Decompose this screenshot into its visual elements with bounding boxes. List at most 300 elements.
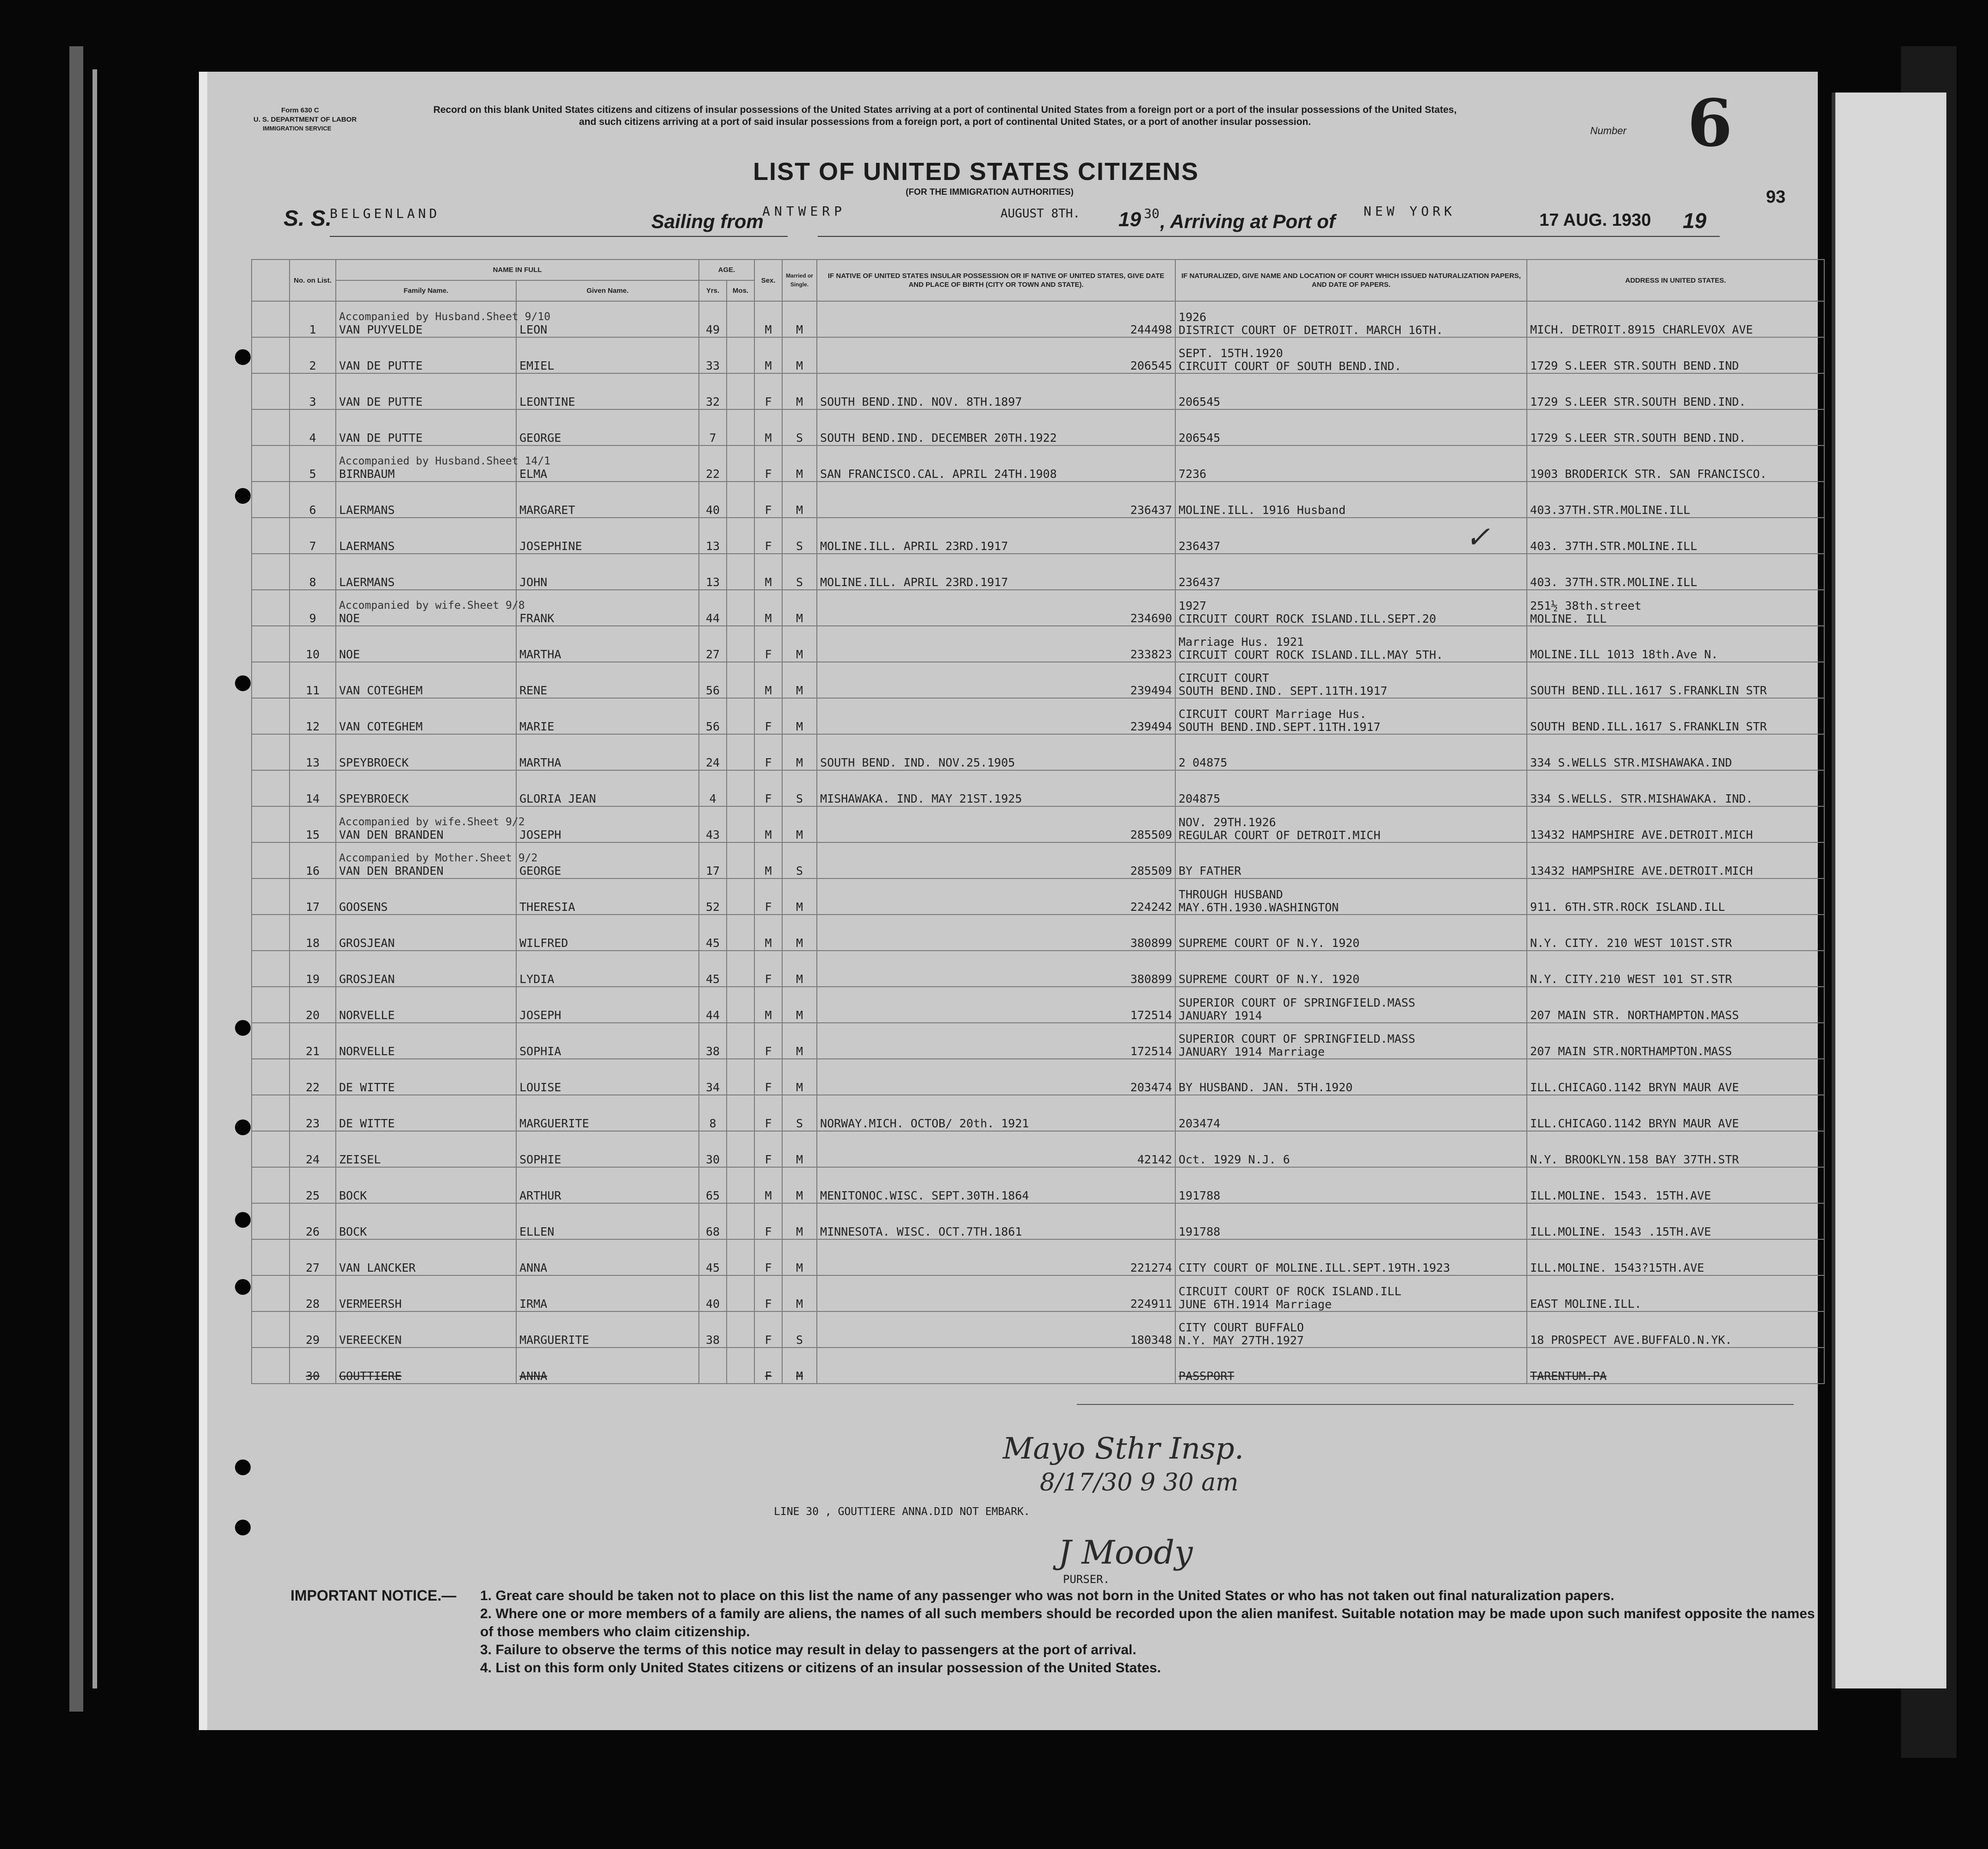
naturalization [1175, 554, 1527, 590]
manifest-row [252, 842, 1824, 878]
given-name [516, 1023, 699, 1059]
family-name [336, 1348, 516, 1384]
family-name-text: NOE [339, 612, 360, 625]
given-name-text: GLORIA JEAN [519, 792, 596, 805]
punch-hole [235, 488, 251, 504]
naturalization [1175, 1203, 1527, 1239]
sex-text: F [765, 792, 772, 805]
place-of-birth [817, 482, 1175, 518]
naturalization-text: SUPERIOR COURT OF SPRINGFIELD.MASS [1179, 1032, 1415, 1045]
naturalization [1175, 482, 1527, 518]
place-of-birth-text: 221274 [1130, 1261, 1173, 1274]
row-number [290, 1203, 336, 1239]
column-naturalized: IF NATURALIZED, GIVE NAME AND LOCATION OF COURT WHICH ISSUED NATURALIZATION PAPERS, AND DATE OF PAPERS. [1175, 260, 1527, 301]
naturalization-text: SUPREME COURT OF N.Y. 1920 [1179, 936, 1360, 950]
naturalization-text: CITY COURT BUFFALO [1179, 1321, 1304, 1334]
age-years [699, 806, 727, 842]
family-name-text: VAN COTEGHEM [339, 684, 423, 697]
place-of-birth-text: MOLINE.ILL. APRIL 23RD.1917 [820, 539, 1008, 553]
us-address [1527, 1095, 1824, 1131]
us-address-text: SOUTH BEND.ILL.1617 S.FRANKLIN STR [1530, 720, 1767, 733]
notice-heading: IMPORTANT NOTICE.— [290, 1587, 457, 1604]
naturalization [1175, 878, 1527, 915]
row-number [290, 1023, 336, 1059]
row-number-text: 14 [305, 792, 320, 805]
naturalization [1175, 445, 1527, 482]
sex-text: F [765, 1225, 772, 1238]
family-name-text: GOUTTIERE [339, 1369, 402, 1383]
place-of-birth [817, 554, 1175, 590]
given-name [516, 409, 699, 445]
place-of-birth-text: 172514 [1130, 1045, 1173, 1058]
sex-text: F [765, 1261, 772, 1274]
us-address [1527, 1239, 1824, 1275]
row-marker [252, 445, 290, 482]
place-of-birth [817, 1311, 1175, 1348]
age-years [699, 590, 727, 626]
sex-text: F [765, 1117, 772, 1130]
given-name [516, 445, 699, 482]
given-name-text: MARGUERITE [519, 1117, 589, 1130]
sex [754, 987, 782, 1023]
sex [754, 662, 782, 698]
age-years-text: 38 [705, 1045, 720, 1058]
row-number-text: 3 [309, 395, 316, 408]
manifest-row [252, 1275, 1824, 1311]
marital-status [782, 373, 817, 409]
punch-hole [235, 1020, 251, 1036]
us-address [1527, 734, 1824, 770]
age-months [727, 878, 754, 915]
us-address [1527, 842, 1824, 878]
marital-status [782, 878, 817, 915]
us-address [1527, 1348, 1824, 1384]
sex-text: M [765, 828, 772, 841]
sex [754, 915, 782, 951]
manifest-row [252, 770, 1824, 806]
family-name-text: SPEYBROECK [339, 756, 409, 769]
family-name [336, 770, 516, 806]
manifest-row [252, 806, 1824, 842]
naturalization-text: 191788 [1179, 1189, 1221, 1202]
column-given-name: Given Name. [516, 280, 699, 301]
line30-note: LINE 30 , GOUTTIERE ANNA.DID NOT EMBARK. [774, 1506, 1030, 1518]
given-name [516, 662, 699, 698]
sex-text: F [765, 756, 772, 769]
given-name-text: MARGARET [519, 503, 575, 517]
sex [754, 301, 782, 337]
manifest-row [252, 373, 1824, 409]
punch-hole [235, 349, 251, 365]
row-marker [252, 1203, 290, 1239]
age-months [727, 734, 754, 770]
given-name-text: FRANK [519, 612, 555, 625]
naturalization-text: CIRCUIT COURT [1179, 671, 1269, 685]
age-years [699, 626, 727, 662]
notice-item: 1. Great care should be taken not to place on this list the name of any passenger who was not born in the United States or who has not taken out final naturalization papers. [480, 1588, 1615, 1603]
age-years-text: 34 [705, 1081, 720, 1094]
family-name-text: VAN PUYVELDE [339, 323, 423, 336]
given-name-text: MARTHA [519, 648, 562, 661]
punch-hole [235, 675, 251, 691]
given-name [516, 1203, 699, 1239]
age-years-text: 65 [705, 1189, 720, 1202]
manifest-row [252, 915, 1824, 951]
place-of-birth-text: 180348 [1130, 1333, 1173, 1347]
us-address [1527, 1023, 1824, 1059]
purser-label: PURSER. [1063, 1573, 1110, 1586]
row-number [290, 734, 336, 770]
naturalization-text: Marriage Hus. 1921 [1179, 635, 1304, 649]
marital-status [782, 987, 817, 1023]
adjacent-page [1832, 93, 1946, 1688]
row-number-text: 29 [305, 1333, 320, 1347]
marital-status-text: M [796, 1225, 803, 1238]
us-address [1527, 301, 1824, 337]
row-marker [252, 734, 290, 770]
family-name-text: ZEISEL [339, 1153, 381, 1166]
place-of-birth-text: 239494 [1130, 720, 1173, 733]
manifest-row [252, 1348, 1824, 1384]
us-address-text: 207 MAIN STR.NORTHAMPTON.MASS [1530, 1045, 1732, 1058]
naturalization-text: 1926 [1179, 310, 1207, 324]
row-marker [252, 1311, 290, 1348]
manifest-row [252, 482, 1824, 518]
family-name [336, 373, 516, 409]
naturalization [1175, 1348, 1527, 1384]
row-number [290, 301, 336, 337]
given-name-text: JOSEPHINE [519, 539, 582, 553]
family-name-text: VAN LANCKER [339, 1261, 416, 1274]
manifest-row [252, 734, 1824, 770]
marital-status-text: M [796, 1153, 803, 1166]
age-years [699, 409, 727, 445]
sex [754, 518, 782, 554]
manifest-row [252, 698, 1824, 734]
place-of-birth-text: 172514 [1130, 1008, 1173, 1022]
punch-hole [235, 1279, 251, 1295]
naturalization-text: BY HUSBAND. JAN. 5TH.1920 [1179, 1081, 1353, 1094]
family-name [336, 626, 516, 662]
naturalization-text: Oct. 1929 N.J. 6 [1179, 1153, 1290, 1166]
naturalization-text: 1927 [1179, 599, 1207, 612]
given-name [516, 337, 699, 373]
family-name [336, 662, 516, 698]
place-of-birth [817, 518, 1175, 554]
age-years-text: 4 [709, 792, 716, 805]
us-address-text: ILL.CHICAGO.1142 BRYN MAUR AVE [1530, 1117, 1739, 1130]
age-years [699, 1059, 727, 1095]
marital-status-text: S [796, 431, 803, 445]
age-years [699, 1023, 727, 1059]
place-of-birth-text: 224242 [1130, 900, 1173, 914]
family-name-text: Accompanied by Husband.Sheet 14/1 [339, 455, 550, 467]
age-years-text: 40 [705, 503, 720, 517]
marital-status [782, 951, 817, 987]
age-years-text: 49 [705, 323, 720, 336]
sheet-number: 6 [1687, 86, 1733, 161]
naturalization-text: 2 04875 [1179, 756, 1228, 769]
column-address: ADDRESS IN UNITED STATES. [1527, 260, 1824, 301]
place-of-birth-text: MISHAWAKA. IND. MAY 21ST.1925 [820, 792, 1022, 805]
naturalization-text: CIRCUIT COURT OF ROCK ISLAND.ILL [1179, 1285, 1401, 1298]
row-number-text: 18 [305, 936, 320, 950]
row-number [290, 1095, 336, 1131]
place-of-birth-text: 42142 [1137, 1153, 1173, 1166]
sex [754, 626, 782, 662]
place-of-birth-text: 203474 [1130, 1081, 1173, 1094]
age-years-text: 44 [705, 612, 720, 625]
naturalization-text: N.Y. MAY 27TH.1927 [1179, 1334, 1304, 1347]
manifest-row [252, 1239, 1824, 1275]
sex [754, 734, 782, 770]
column-family-name: Family Name. [336, 280, 516, 301]
us-address [1527, 518, 1824, 554]
marital-status-text: M [796, 972, 803, 986]
punch-hole [235, 1520, 251, 1535]
age-years [699, 878, 727, 915]
age-months [727, 301, 754, 337]
row-number-text: 26 [305, 1225, 320, 1238]
naturalization [1175, 301, 1527, 337]
row-number [290, 878, 336, 915]
family-name [336, 1203, 516, 1239]
family-name [336, 842, 538, 878]
age-years [699, 1239, 727, 1275]
given-name-text: LEON [519, 323, 548, 336]
marital-status-text: S [796, 792, 803, 805]
age-months [727, 698, 754, 734]
given-name-text: GEORGE [519, 864, 562, 878]
marital-status-text: M [796, 900, 803, 914]
family-name-text: VAN COTEGHEM [339, 720, 423, 733]
sex-text: F [765, 1369, 772, 1383]
given-name [516, 301, 699, 337]
row-number [290, 662, 336, 698]
age-years [699, 1131, 727, 1167]
row-number [290, 1167, 336, 1203]
naturalization [1175, 662, 1527, 698]
column-age: AGE. [699, 260, 754, 280]
row-marker [252, 698, 290, 734]
place-of-birth [817, 373, 1175, 409]
age-years [699, 770, 727, 806]
row-number-text: 24 [305, 1153, 320, 1166]
place-of-birth [817, 590, 1175, 626]
row-number [290, 590, 336, 626]
place-of-birth-text: 239494 [1130, 684, 1173, 697]
marital-status-text: M [796, 1261, 803, 1274]
place-of-birth-text: 236437 [1130, 503, 1173, 517]
us-address [1527, 554, 1824, 590]
marital-status-text: S [796, 539, 803, 553]
family-name [336, 734, 516, 770]
row-marker [252, 1348, 290, 1384]
department: U. S. DEPARTMENT OF LABOR [253, 116, 357, 124]
us-address [1527, 1311, 1824, 1348]
arrival-stamp: 17 AUG. 1930 [1539, 210, 1651, 230]
place-of-birth [817, 301, 1175, 337]
family-name-text: LAERMANS [339, 575, 395, 589]
us-address [1527, 1059, 1824, 1095]
marital-status [782, 806, 817, 842]
family-name [336, 1131, 516, 1167]
naturalization-text: CIRCUIT COURT OF SOUTH BEND.IND. [1179, 359, 1401, 373]
given-name [516, 1348, 699, 1384]
us-address-text: N.Y. CITY. 210 WEST 101ST.STR [1530, 936, 1732, 950]
marital-status-text: M [796, 684, 803, 697]
sex-text: F [765, 1081, 772, 1094]
sex [754, 409, 782, 445]
given-name-text: IRMA [519, 1297, 548, 1311]
family-name [336, 337, 516, 373]
age-months [727, 1348, 754, 1384]
age-years-text: 43 [705, 828, 720, 841]
sex [754, 770, 782, 806]
column-married: Married or Single. [782, 260, 817, 301]
family-name-text: Accompanied by Mother.Sheet 9/2 [339, 852, 538, 864]
sex [754, 337, 782, 373]
manifest-row [252, 951, 1824, 987]
naturalization [1175, 373, 1527, 409]
marital-status-text: M [796, 503, 803, 517]
marital-status [782, 554, 817, 590]
naturalization-text: SOUTH BEND.IND.SEPT.11TH.1917 [1179, 720, 1381, 734]
us-address-text: ILL.MOLINE. 1543 .15TH.AVE [1530, 1225, 1711, 1238]
marital-status-text: M [796, 612, 803, 625]
age-years-text: 13 [705, 539, 720, 553]
row-number-text: 12 [305, 720, 320, 733]
sex-text: F [765, 395, 772, 408]
instruction-text: Record on this blank United States citizens and citizens of insular possessions of the United States arriving at a port of continental United States from a foreign port or a port of the insular possessions of the United States, and such citizens arriving at a port of said insular possessions from a foreign port, a port of continental United States, or a port of another insular possession. [433, 105, 1457, 127]
age-months [727, 806, 754, 842]
place-of-birth [817, 698, 1175, 734]
sex [754, 1348, 782, 1384]
family-name [336, 409, 516, 445]
family-name [336, 951, 516, 987]
naturalization-text: SUPERIOR COURT OF SPRINGFIELD.MASS [1179, 996, 1415, 1009]
family-name-text: NORVELLE [339, 1045, 395, 1058]
us-address-text: 18 PROSPECT AVE.BUFFALO.N.YK. [1530, 1333, 1732, 1347]
manifest-row [252, 987, 1824, 1023]
row-marker [252, 1095, 290, 1131]
sex [754, 1023, 782, 1059]
age-months [727, 554, 754, 590]
place-of-birth-text: SOUTH BEND.IND. DECEMBER 20TH.1922 [820, 431, 1057, 445]
row-number-text: 7 [309, 539, 316, 553]
family-name-text: SPEYBROECK [339, 792, 409, 805]
age-years-text: 24 [705, 756, 720, 769]
place-of-birth-text: SOUTH BEND. IND. NOV.25.1905 [820, 756, 1015, 769]
place-of-birth [817, 734, 1175, 770]
given-name [516, 518, 699, 554]
us-address-text: MOLINE.ILL 1013 18th.Ave N. [1530, 648, 1718, 661]
place-of-birth [817, 842, 1175, 878]
row-number-text: 13 [305, 756, 320, 769]
naturalization-text: DISTRICT COURT OF DETROIT. MARCH 16TH. [1179, 323, 1443, 337]
sex [754, 1311, 782, 1348]
marital-status-text: M [796, 467, 803, 481]
us-address-text: 911. 6TH.STR.ROCK ISLAND.ILL [1530, 900, 1725, 914]
naturalization-text: 206545 [1179, 431, 1221, 445]
age-years-text: 22 [705, 467, 720, 481]
row-number [290, 337, 336, 373]
family-name [336, 915, 516, 951]
us-address-text: ILL.MOLINE. 1543. 15TH.AVE [1530, 1189, 1711, 1202]
given-name-text: ELLEN [519, 1225, 555, 1238]
sex [754, 445, 782, 482]
given-name [516, 1167, 699, 1203]
place-of-birth [817, 951, 1175, 987]
us-address-text: ILL.MOLINE. 1543?15TH.AVE [1530, 1261, 1704, 1274]
place-of-birth [817, 337, 1175, 373]
marital-status [782, 915, 817, 951]
column-native: IF NATIVE OF UNITED STATES INSULAR POSSESSION OR IF NATIVE OF UNITED STATES, GIVE DATE AND PLACE OF BIRTH (CITY OR TOWN AND STATE). [817, 260, 1175, 301]
family-name-text: Accompanied by wife.Sheet 9/2 [339, 816, 525, 828]
us-address-text: 1729 S.LEER STR.SOUTH BEND.IND [1530, 359, 1739, 372]
family-name-text: NOE [339, 648, 360, 661]
given-name [516, 482, 699, 518]
us-address [1527, 951, 1824, 987]
sex [754, 951, 782, 987]
marital-status-text: M [796, 1081, 803, 1094]
age-months [727, 951, 754, 987]
family-name-text: DE WITTE [339, 1081, 395, 1094]
family-name-text: Accompanied by Husband.Sheet 9/10 [339, 311, 550, 323]
row-number [290, 770, 336, 806]
sex [754, 1095, 782, 1131]
naturalization-text: THROUGH HUSBAND [1179, 888, 1283, 901]
family-name [336, 698, 516, 734]
age-months [727, 590, 754, 626]
age-months [727, 1095, 754, 1131]
row-marker [252, 373, 290, 409]
naturalization [1175, 1095, 1527, 1131]
sex [754, 1239, 782, 1275]
given-name [516, 1059, 699, 1095]
row-marker [252, 1059, 290, 1095]
age-months [727, 1311, 754, 1348]
row-number [290, 1275, 336, 1311]
place-of-birth [817, 445, 1175, 482]
naturalization-text: 203474 [1179, 1117, 1221, 1130]
naturalization-text: MAY.6TH.1930.WASHINGTON [1179, 901, 1339, 914]
arriving-label: , Arriving at Port of [1160, 210, 1335, 232]
family-name-text: BIRNBAUM [339, 467, 395, 481]
marital-status-text: S [796, 1117, 803, 1130]
place-of-birth-text: SAN FRANCISCO.CAL. APRIL 24TH.1908 [820, 467, 1057, 481]
family-name-text: GROSJEAN [339, 972, 395, 986]
sex [754, 590, 782, 626]
row-number-text: 6 [309, 503, 316, 517]
row-number [290, 1131, 336, 1167]
family-name [336, 987, 516, 1023]
marital-status [782, 1023, 817, 1059]
us-address-text: EAST MOLINE.ILL. [1530, 1297, 1642, 1311]
us-address-text: N.Y. BROOKLYN.158 BAY 37TH.STR [1530, 1153, 1739, 1166]
us-address [1527, 770, 1824, 806]
given-name-text: ANNA [519, 1261, 548, 1274]
family-name [336, 554, 516, 590]
age-years-text: 27 [705, 648, 720, 661]
family-name-text: NORVELLE [339, 1008, 395, 1022]
row-marker [252, 1275, 290, 1311]
us-address [1527, 915, 1824, 951]
row-marker [252, 301, 290, 337]
age-years [699, 337, 727, 373]
age-months [727, 842, 754, 878]
age-years-text: 38 [705, 1333, 720, 1347]
